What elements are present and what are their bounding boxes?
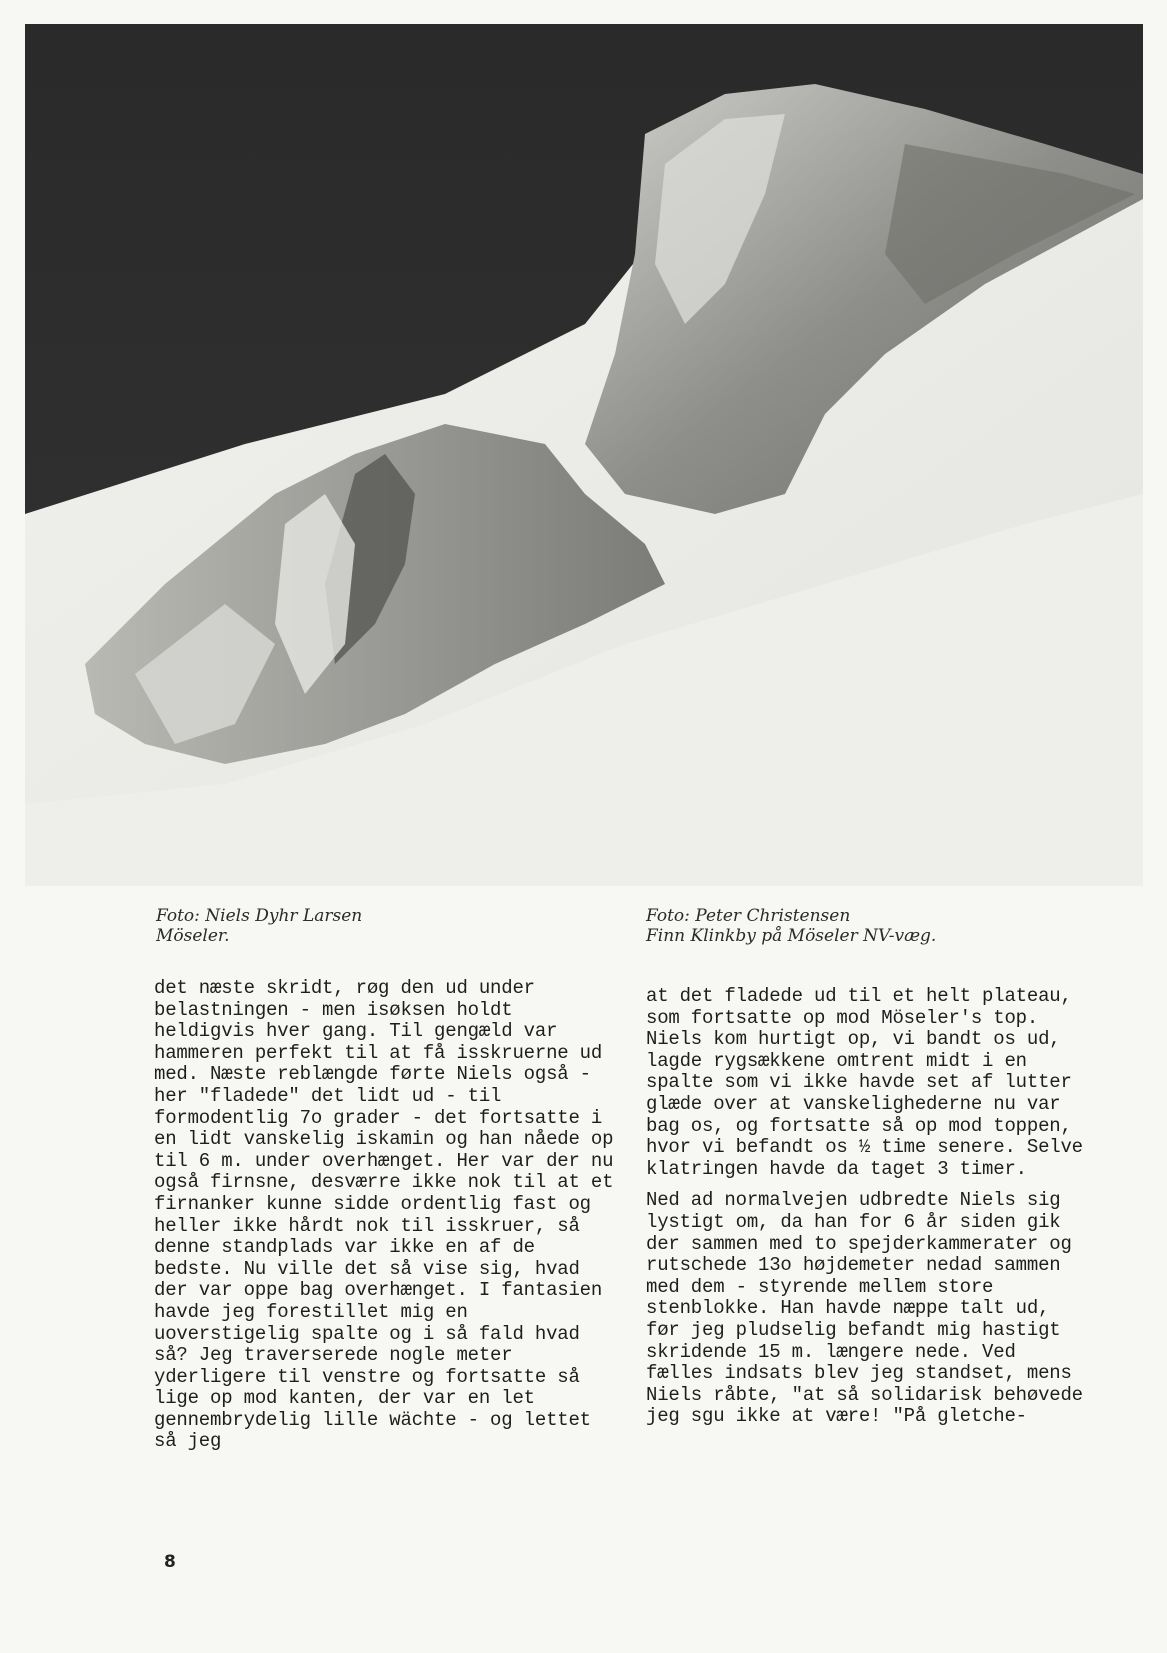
body-paragraph: at det fladede ud til et helt plateau, som fortsatte op mod Möseler's top. Niels kom hurtigt op, vi bandt os ud, lagde rygsækkene omtrent midt i en spalte som vi ikke havde set af lutter glæde over at vanskelighederne nu var bag os, og fortsatte så op mod toppen, hvor vi befandt os ½ time senere. Selve klatringen havde da taget 3 timer. xyxy=(646,985,1083,1180)
mountain-ice-cliff-photo xyxy=(25,24,1143,886)
caption-subject: Finn Klinkby på Möseler NV-væg. xyxy=(646,926,937,946)
caption-credit: Foto: Peter Christensen xyxy=(646,906,851,926)
text-column-right xyxy=(646,986,1086,1428)
text-column-left xyxy=(154,978,624,1453)
body-paragraph: Ned ad normalvejen udbredte Niels sig lystigt om, da han for 6 år siden gik der sammen med to spejderkammerater og rutschede 13o højdemeter nedad sammen med dem - styrende mellem store stenblokke. Han havde næppe talt ud, før jeg pludselig befandt mig hastigt skridende 15 m. længere nede. Ved fælles indsats blev jeg standset, mens Niels råbte, "at så solidarisk behøvede jeg sgu ikke at være! "På gletche- xyxy=(646,1189,1083,1428)
page-number: 8 xyxy=(164,1552,176,1572)
caption-subject: Möseler. xyxy=(156,926,230,946)
caption-credit: Foto: Niels Dyhr Larsen xyxy=(156,906,363,926)
body-paragraph: det næste skridt, røg den ud under belastningen - men isøksen holdt heldigvis hver gang. Til gengæld var hammeren perfekt til at få isskruerne ud med. Næste reblængde førte Niels også - her "fladede" det lidt ud - til formodentlig 7o grader - det fortsatte i en lidt vanskelig iskamin og han nåede op til 6 m. under overhænget. Her var der nu også firnsne, desværre ikke nok til at et firnanker kunne sidde ordentlig fast og heller ikke hårdt nok til isskruer, så denne standplads var ikke en af de bedste. Nu ville det så vise sig, hvad der var oppe bag overhænget. I fantasien havde jeg forestillet mig en uoverstigelig spalte og i så fald hvad så? Jeg traverserede nogle meter yderligere til venstre og fortsatte så lige op mod kanten, der var en let gennembrydelig lille wächte - og lettet så jeg xyxy=(154,977,614,1453)
photo-illustration xyxy=(25,24,1143,886)
photo-caption-left xyxy=(156,906,362,946)
photo-caption-right xyxy=(646,906,936,946)
